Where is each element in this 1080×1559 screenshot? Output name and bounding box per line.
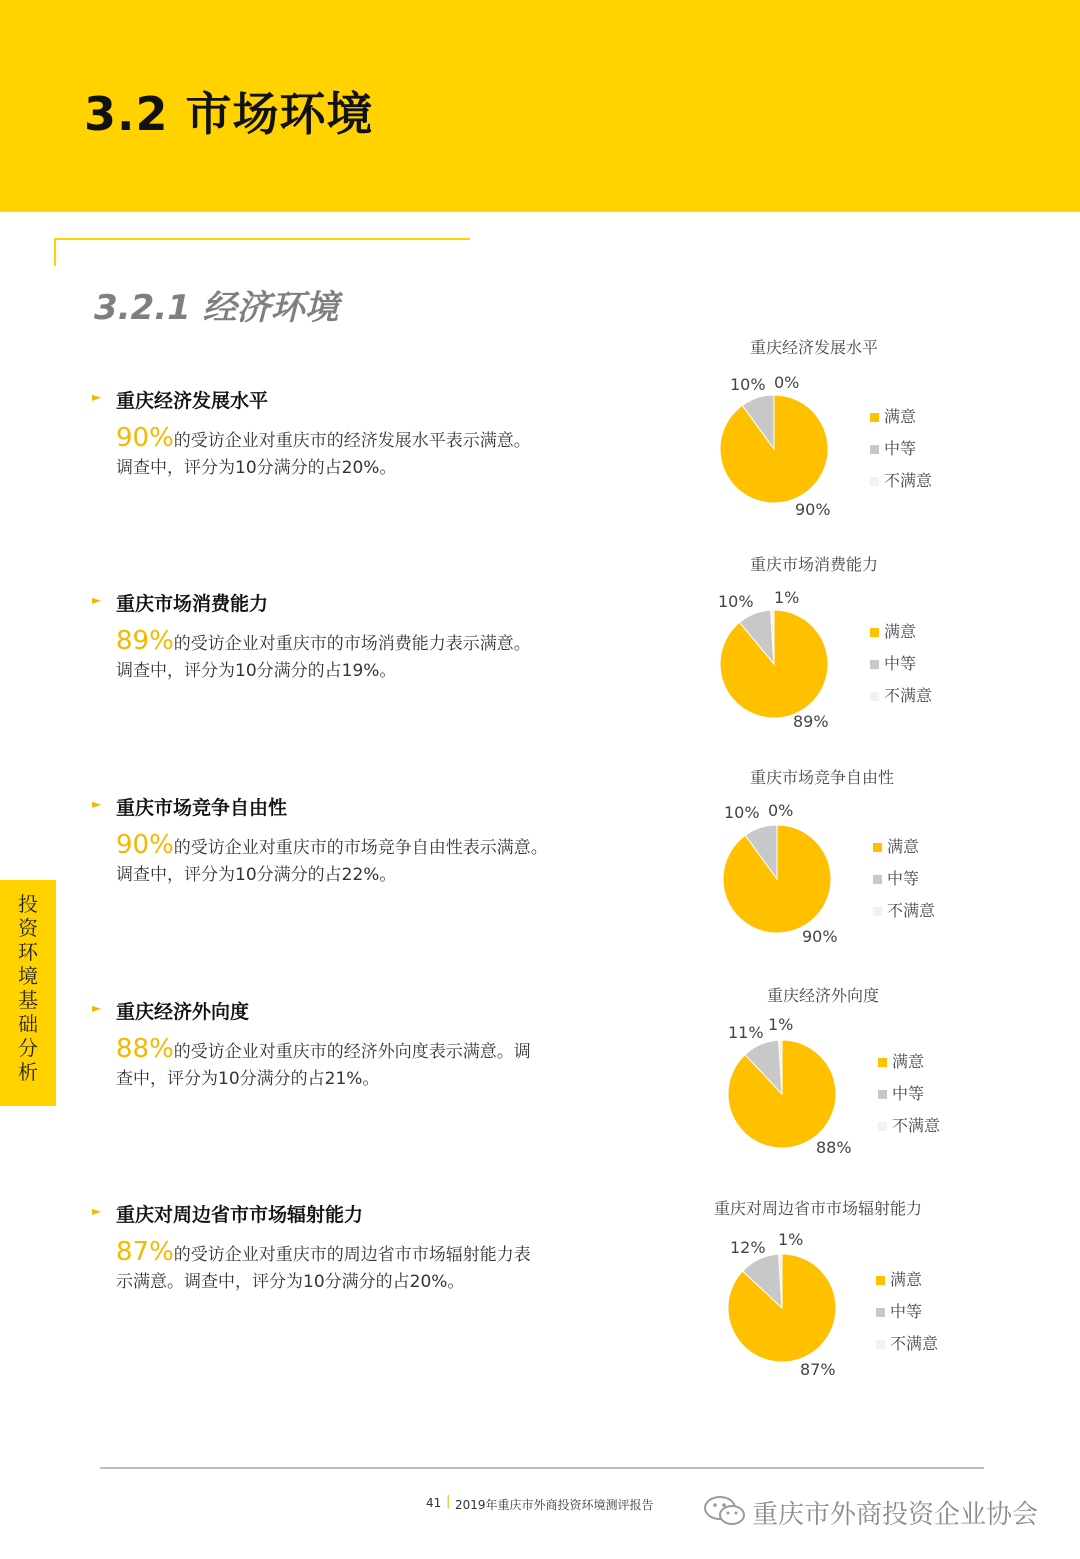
legend-item [876, 1332, 938, 1364]
section-body: 87%的受访企业对重庆市的周边省市市场辐射能力表 示满意。调查中，评分为10分满分的占20%。 [116, 1237, 531, 1292]
pie-svg [700, 335, 1000, 535]
bullet-triangle-icon: ► [92, 797, 102, 811]
legend-label: 满意 [890, 1270, 923, 1289]
legend-swatch [870, 628, 879, 637]
highlight-percent: 90% [116, 830, 174, 860]
chart-legend [870, 620, 932, 716]
slice-data-label: 87% [800, 1360, 836, 1379]
section-economic-level [92, 386, 612, 482]
section-body: 88%的受访企业对重庆市的经济外向度表示满意。调 查中，评分为10分满分的占21%。 [116, 1034, 531, 1089]
legend-swatch [870, 413, 879, 422]
slice-data-label: 90% [795, 500, 831, 519]
section-heading: ► 重庆对周边省市市场辐射能力 [92, 1204, 364, 1226]
legend-item [878, 1114, 940, 1146]
legend-swatch [870, 445, 879, 454]
section-heading: ► 重庆市场竞争自由性 [92, 797, 288, 819]
legend-swatch [873, 843, 882, 852]
page-title: 3.2 市场环境 [84, 87, 374, 141]
bullet-triangle-icon: ► [92, 1001, 102, 1015]
legend-label: 满意 [892, 1052, 925, 1071]
legend-item [870, 405, 932, 437]
legend-label: 不满意 [890, 1334, 939, 1353]
section-consumption [92, 589, 612, 685]
legend-swatch [870, 660, 879, 669]
pie-svg [700, 765, 1000, 965]
chart-legend [873, 835, 935, 931]
legend-item [870, 620, 932, 652]
legend-swatch [878, 1058, 887, 1067]
legend-swatch [878, 1090, 887, 1099]
footer-report-title: 2019年重庆市外商投资环境测评报告 [455, 1498, 654, 1512]
pie-chart [700, 765, 1000, 965]
bullet-triangle-icon: ► [92, 1204, 102, 1218]
slice-data-label: 88% [816, 1138, 852, 1157]
chart-legend [870, 405, 932, 501]
highlight-percent: 90% [116, 423, 174, 453]
slice-data-label: 90% [802, 927, 838, 946]
section-heading: ► 重庆经济发展水平 [92, 390, 269, 412]
legend-label: 满意 [887, 837, 920, 856]
footer-brand: 重庆市外商投资企业协会 [752, 1500, 1039, 1530]
legend-item [873, 899, 935, 931]
slice-data-label: 10% [724, 803, 760, 822]
legend-label: 中等 [890, 1302, 923, 1321]
legend-item [873, 867, 935, 899]
chart-title: 重庆市场竞争自由性 [750, 768, 895, 787]
legend-item [876, 1268, 938, 1300]
slice-data-label: 89% [793, 712, 829, 731]
slice-data-label: 12% [730, 1238, 766, 1257]
wechat-icon [702, 1494, 748, 1528]
pie-chart [700, 552, 1000, 752]
legend-item [870, 437, 932, 469]
section-openness [92, 997, 612, 1093]
side-tab-label: 投 资 环 境 基 础 分 析 [18, 892, 38, 1084]
slice-data-label: 1% [778, 1230, 804, 1249]
slice-data-label: 0% [768, 801, 794, 820]
highlight-percent: 88% [116, 1034, 174, 1064]
section-body: 89%的受访企业对重庆市的市场消费能力表示满意。 调查中，评分为10分满分的占19%。 [116, 626, 531, 681]
accent-divider-tick [54, 238, 56, 266]
chart-title: 重庆经济发展水平 [750, 338, 879, 357]
slice-data-label: 0% [774, 373, 800, 392]
slice-data-label: 10% [718, 592, 754, 611]
section-heading: ► 重庆市场消费能力 [92, 593, 269, 615]
legend-swatch [873, 875, 882, 884]
legend-item [870, 469, 932, 501]
chart-title: 重庆市场消费能力 [750, 555, 879, 574]
highlight-percent: 87% [116, 1237, 174, 1267]
slice-data-label: 1% [768, 1015, 794, 1034]
legend-label: 不满意 [892, 1116, 941, 1135]
legend-label: 中等 [884, 654, 917, 673]
page-number: 41 [426, 1496, 442, 1510]
accent-divider [54, 238, 470, 240]
section-body: 90%的受访企业对重庆市的市场竞争自由性表示满意。 调查中，评分为10分满分的占22%。 [116, 830, 548, 885]
bullet-triangle-icon: ► [92, 593, 102, 607]
legend-swatch [876, 1308, 885, 1317]
legend-item [870, 652, 932, 684]
legend-item [878, 1050, 940, 1082]
legend-item [873, 835, 935, 867]
chart-legend [876, 1268, 938, 1364]
chart-legend [878, 1050, 940, 1146]
legend-label: 不满意 [887, 901, 936, 920]
legend-label: 中等 [887, 869, 920, 888]
slice-data-label: 11% [728, 1023, 764, 1042]
section-competition [92, 793, 612, 889]
pie-chart [700, 1196, 1000, 1396]
pie-chart [700, 983, 1000, 1183]
legend-item [876, 1300, 938, 1332]
section-heading: ► 重庆经济外向度 [92, 1001, 250, 1023]
bullet-triangle-icon: ► [92, 390, 102, 404]
legend-item [878, 1082, 940, 1114]
legend-label: 中等 [884, 439, 917, 458]
legend-swatch [876, 1276, 885, 1285]
pie-svg [700, 1196, 1000, 1396]
chart-title: 重庆经济外向度 [767, 986, 880, 1005]
legend-swatch [870, 477, 879, 486]
footer-separator: | [446, 1494, 451, 1509]
section-body: 90%的受访企业对重庆市的经济发展水平表示满意。 调查中，评分为10分满分的占20%。 [116, 423, 531, 478]
legend-label: 满意 [884, 622, 917, 641]
legend-label: 不满意 [884, 471, 933, 490]
legend-label: 满意 [884, 407, 917, 426]
section-radiation [92, 1200, 612, 1296]
pie-svg [700, 552, 1000, 752]
highlight-percent: 89% [116, 626, 174, 656]
pie-chart [700, 335, 1000, 535]
subsection-title: 3.2.1 经济环境 [94, 288, 339, 328]
footer-divider [100, 1467, 984, 1469]
legend-swatch [873, 907, 882, 916]
slice-data-label: 10% [730, 375, 766, 394]
legend-label: 不满意 [884, 686, 933, 705]
legend-swatch [878, 1122, 887, 1131]
legend-swatch [876, 1340, 885, 1349]
slice-data-label: 1% [774, 588, 800, 607]
legend-label: 中等 [892, 1084, 925, 1103]
chart-title: 重庆对周边省市市场辐射能力 [714, 1199, 923, 1218]
legend-swatch [870, 692, 879, 701]
legend-item [870, 684, 932, 716]
